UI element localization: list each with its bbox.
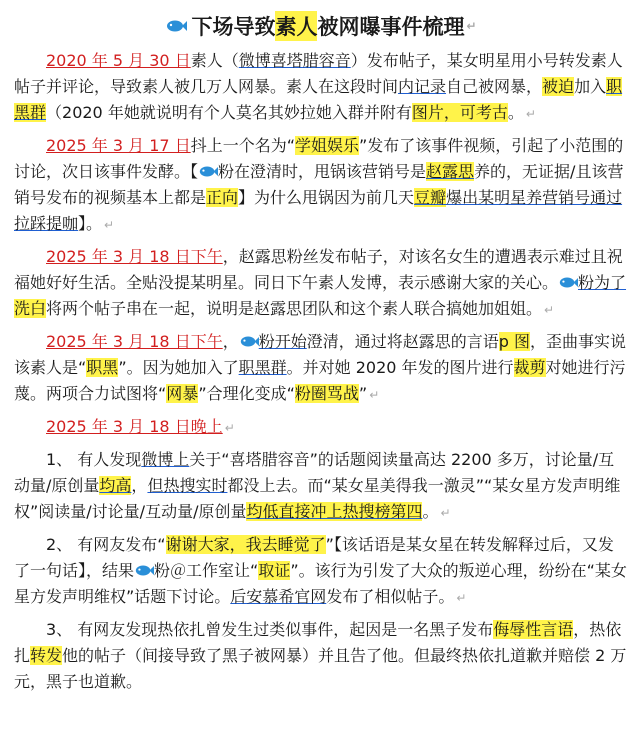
p2-douban: 豆瓣 [414,188,447,207]
paragraph-mark-icon: ↵ [224,421,235,435]
p4-text-c: 澄清，通过将赵露思的言语 [306,332,499,351]
p3-text-a: ，赵露思粉丝发布帖子，对该名女生的遭遇表示难过且祝福她好好生活。全贴没提某明星。同日下午素人发博，表示感谢大家的关心。 [14,247,623,292]
p3-text-c: 将两个帖子串在一起，说明是赵露思团队和这个素人联合搞她加姐姐。 [46,299,543,318]
item2-text-d: ”。该行为引发了大众的叛逆心理，纷纷在“某女星方发声明维权”话题下讨论。 [14,561,627,606]
p1-forced: 被迫 [542,77,575,96]
paragraph-mark-icon: ↵ [544,303,555,317]
paragraph-mark-icon: ↵ [466,19,477,33]
paragraph-2025-03-18-evening [14,414,628,441]
p2-text-a: 抖上一个名为“ [190,136,295,155]
p2-name: 赵露思 [426,162,475,181]
p4-net: 网暴 [166,384,199,403]
item2-text-c: 粉＠工作室让“ [154,561,259,580]
paragraph-2025-03-17 [14,133,628,238]
paragraph-2025-03-18-afternoon-2 [14,329,628,408]
item1-text-a: 1、 有人发现 [46,450,142,469]
paragraph-2025-03-18-afternoon-1 [14,244,628,323]
p4-fan: 粉圈骂战 [294,384,359,403]
p4-text-g: 对她进行污蔑。两项合力试图将“ [14,358,626,403]
item2-proof: 取证 [258,561,291,580]
p3-text-b: 粉为了 [578,273,627,292]
p4-text-h: ”合理化变成“ [198,384,295,403]
fish-emoji-icon [165,19,187,33]
date-2025-03-17: 2025 年 3 月 17 日 [46,136,191,155]
p4-text-f: 。并对她 2020 年发的图片进行 [286,358,514,377]
page-title [14,8,628,44]
topic-link: 微博喜塔腊容音 [238,51,351,70]
paragraph-mark-icon: ↵ [440,506,451,520]
item1-text-e: 。 [422,502,439,521]
p2-text-f: 爆出某明星养营销号通过拉踩提咖 [14,188,623,233]
item2-text-a: 2、 有网友发布“ [46,535,166,554]
item2-text-e: 发布了相似帖子。 [326,587,455,606]
item3-repost: 转发 [30,646,63,665]
p2-text-g: 】。 [78,214,103,233]
item2-text-b: ”【该话语是某女星在转发解释过后，又发了一句话】，结果 [14,535,614,580]
p2-acct: 学姐娱乐 [295,136,360,155]
item1-text-d: 都没上去。而“某女星美得我一激灵”“某女星方发声明维权”阅读量/讨论量/互动量/原创量 [14,476,621,521]
list-item-3 [14,617,628,695]
p2-text-e: 】为什么甩锅因为前几天 [238,188,415,207]
item1-weibo: 微博上 [141,450,190,469]
title-text-highlight: 素人 [275,11,317,41]
p4-text-e: ”。因为她加入了 [118,358,239,377]
fish-emoji-icon [558,276,578,289]
p4-zh: 职黑 [86,358,119,377]
list-item-1 [14,447,628,526]
p2-text-c: 粉在澄清时，甩锅该营销号是 [218,162,427,181]
p4-text-b: 粉开始 [258,332,307,351]
p2-text-b: ”发布了该事件视频，引起了小范围的讨论，次日该事件发酵。【 [14,136,624,181]
p2-text-d: 养的，无证据/且该营销号发布的视频基本上都是 [14,162,624,207]
item3-insult: 侮辱性言语 [493,620,574,639]
title-text-pre: 下场导致 [191,15,276,39]
date-2025-03-18-pm: 2025 年 3 月 18 日下午 [46,247,223,266]
p4-crop: 裁剪 [513,358,546,377]
fish-emoji-icon [198,165,218,178]
p3-wash: 洗白 [14,299,47,318]
item3-text-a: 3、 有网友发现热依扎曾发生过类似事件，起因是一名黑子发布 [46,620,494,639]
date-2025-03-18-pm-2: 2025 年 3 月 18 日下午 [46,332,223,351]
p1-text-c: 自己被网暴， [446,77,543,96]
item1-but: 但热搜实时 [147,476,228,495]
fish-emoji-icon [134,564,154,577]
item1-avg: 均低直接冲上热搜榜第四 [246,502,423,521]
p1-text-a: 素人（ [190,51,239,70]
p4-text-d: ，歪曲事实说该素人是“ [14,332,627,377]
paragraph-mark-icon: ↵ [525,107,536,121]
p1-record: 内记录 [398,77,447,96]
item2-sleep: 谢谢大家，我去睡觉了 [165,535,326,554]
p4-text-i: ” [358,384,368,403]
paragraph-mark-icon: ↵ [104,218,115,232]
p4-text-a: ， [222,332,239,351]
paragraph-mark-icon: ↵ [456,591,467,605]
item1-text-c: ， [131,476,148,495]
title-text-post: 被网曝事件梳理 [317,15,465,39]
date-2025-03-18-evening: 2025 年 3 月 18 日晚上 [46,417,223,436]
paragraph-mark-icon: ↵ [369,388,380,402]
p4-group: 职黑群 [238,358,287,377]
item3-text-d: 热依扎道歉并赔偿 2 万元，黑子也道歉。 [14,646,627,691]
p2-pos: 正向 [206,188,239,207]
paragraph-2020 [14,48,628,127]
date-2020-05-30: 2020 年 5 月 30 日 [46,51,191,70]
list-item-2 [14,532,628,611]
fish-emoji-icon [239,335,259,348]
p1-group: 职黑群 [14,77,623,122]
p1-text-e: （2020 年她就说明有个人莫名其妙拉她入群并附有 [46,103,412,122]
item1-text-b: 关于“喜塔腊容音”的话题阅读量高达 2200 多万，讨论量/互动量/原创量 [14,450,615,495]
p4-p: p 图 [498,332,530,351]
p1-text-f: 。 [507,103,524,122]
item1-high: 均高 [99,476,132,495]
item3-text-c: 他的帖子（间接导致了黑子被网暴）并且告了他。但最终 [62,646,463,665]
p1-pic: 图片，可考古 [411,103,508,122]
item3-text-b: ，热依扎 [14,620,622,665]
p1-text-b: ）发布帖子，某女明星用小号转发素人帖子并评论，导致素人被几万人网暴。素人在这段时间 [14,51,623,96]
item2-later: 后安慕希官网 [230,587,327,606]
p1-text-d: 加入 [574,77,607,96]
